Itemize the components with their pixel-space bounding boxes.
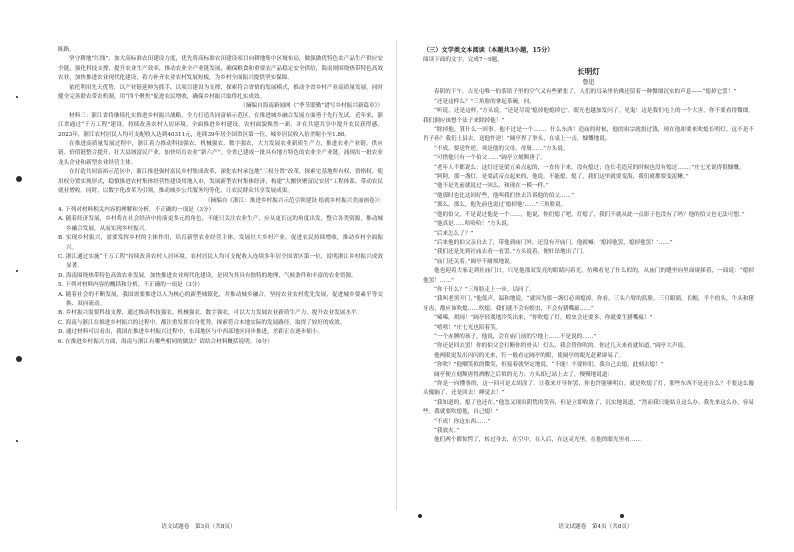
answer-option: D. 海南围绕热带特色高效农业发展，加快推进农业现代化建设，是因为其具有独特的地理、气候条件和丰富的农业资源。	[58, 272, 357, 279]
passage-paragraph: 在打造共同富裕示范区中，浙江推进强村富民乡村集成改革，深化农村承包地“三权分置”改革，探索宅基地所有权、资格权、使用权分置实现形式，稳慎推进农村集体经营性建设用地入市，发展新型农村集体经济，构建“大搬快聚富民安居”工程体系，带动农民就业增收。同时，以数字化改革为引领，推动城乡公共服务均等化，让农民群众共享发展成果。	[58, 169, 383, 195]
story-paragraph: “我知道的，熄了也还在。”他忽又现出阴鸷的笑容，但是立即收敛了，沉实地说道，“然而我只能姑且这么办。我先来这么办，容易些。我就要吹熄他，自己熄！”	[423, 399, 754, 416]
answer-option: D. 通过材料可以看出，我国在推进乡村振兴过程中，东部地区与中西部地区同步推进，差距正在逐步缩小。	[58, 329, 324, 336]
page-footer: 语文试题卷 第4页（共8页）	[558, 524, 633, 530]
story-paragraph: “不成！你这东西……”	[434, 418, 491, 425]
story-paragraph: “那么，那么，他先前也说过‘熄掉他’……”三角脸说。	[434, 202, 567, 209]
question-stem: 4. 下列对材料相关内容的理解和分析，不正确的一项是（3分）	[58, 206, 215, 213]
story-paragraph: 阔亭便立刻颓唐得酒醒之后似的无力；方头却已站上去了，慢慢地说道：	[434, 371, 614, 378]
question-stem: 6. 在推进乡村振兴方面，海南与浙江有哪些相同的做法？请结合材料概括说明。（6分）	[58, 338, 273, 345]
passage-paragraph: 依托利用先天优势，以产业链延伸为抓手、以项目建设为支撑，探索符合省情的发展模式，推动全省乡村产业高质量发展，同时健全完善联农带农机制，用“四个聚焦”促进农民增收，确保乡村振兴取得扎实成效。	[58, 84, 383, 101]
story-paragraph: “庙门还关着。”阔亭不耐烦地说。	[434, 258, 516, 265]
reading-instruction: 阅读下面的文字，完成7～9题。	[423, 57, 503, 63]
story-paragraph: “除掉他，算什么一回事。他不过是一个……。什么东西！造庙的时候，他的祖宗就捐过钱，现在他却要来吹熄长明灯。这不是不肖子孙？我们上县去，送他忤逆！”阔亭捏了拳头，在桌上一击，慷慨地说。	[423, 127, 754, 143]
story-paragraph: “后来他的伯父亲自去了，带他到庙门外，还没有开庙门，他就喊：‘熄掉他罢，熄掉他罢！’……”	[434, 239, 673, 246]
page-footer: 语文试题卷 第3页（共8页）	[161, 524, 236, 530]
story-paragraph: “后来怎么了？”	[434, 230, 474, 237]
story-paragraph: “听说，还是这样，”方头说，“还是尽说‘熄掉他熄掉它’。眼光也越加发闪了。见鬼！这是我们屯上的一个大害，你不要看得微细。我们倒应该想个法子来除掉他！”	[423, 108, 754, 124]
story-paragraph: “还是这样么？”三角脸的拿起茶碗，问。	[434, 98, 535, 105]
passage-paragraph: 陈路。	[58, 47, 75, 53]
answer-option: C. 海南与浙江在推进乡村振兴的过程中，都注重发挥自身优势，探索符合本地实际的发展路径，取得了较好的成效。	[58, 319, 346, 326]
answer-option: B. 实现乡村振兴，需要发挥乡村的主体作用，培育新型农业经营主体，发展壮大乡村产业，促进农民持续增收，推动乡村全面振兴。	[58, 235, 383, 251]
passage-paragraph: 材料三：浙江省将继续扎实推进乡村振兴战略，全力打造共同富裕示范区，在推进城乡融合发展方面勇于先行先试。近年来，浙江省通过“千万工程”建设，持续改善农村人居环境，全面推进乡村建设，农村面貌焕然一新，并在共建共享中提升农民获得感。2023年，浙江农村居民人均可支配收入达到40311元，连续39年居全国省区第一位，城乡居民收入倍差缩小至1.86。	[58, 112, 383, 138]
section-title: （三）文学类文本阅读（本题共3小题，15分）	[423, 47, 554, 54]
answer-option: B. 乡村振兴需要科技支撑，通过推动科技强农、机械强农、数字强农，可以大力发展农业新质生产力，提升农业发展水平。	[58, 310, 363, 317]
story-paragraph: “一个赤膊的孩子，他说，会在庙门前的空地上……不是说的……”	[434, 333, 597, 340]
story-paragraph: “你吹？”他嘲笑似的微笑，但接着就坚定地说，“不能！不要你们。我自己去熄，此刻去熄！”	[434, 362, 664, 369]
story-paragraph: “他不是先前就说过一回么，和现在一模一样。”	[434, 183, 549, 190]
answer-option: A. 随着社会的不断发展，我国需要推进以人为核心的新型城镇化，并推动城乡融合，坚持农业农村优先发展，促进城乡要素平等交换、双向流动。	[58, 291, 383, 307]
story-paragraph: “你干什么？”三角脸走上一步，诘问了。	[434, 286, 535, 293]
story-paragraph: 他也迎着大家走到社庙门口，只见他那双发亮的眼睛闪着光，仿佛看见了什么似的，从庙门的缝里向里面窥探着，一面说：“熄掉他罢！……”	[423, 268, 754, 284]
story-paragraph: “他真是……哈哈哈！”方头说。	[434, 221, 513, 228]
story-paragraph: “唏唏，胡闹！”阔亭轻蔑地冷笑出来，“你吹熄了灯，蝗虫会还要多，你就要生猪嘴瘟！”	[434, 315, 653, 322]
story-paragraph: “我们还是先到社庙去看一看罢。”方头说着，便轩昂地出了门。	[434, 249, 588, 256]
story-paragraph: “不成。要送忤逆，须是他的父母，母舅……”方头说。	[434, 145, 569, 152]
story-paragraph: “他那时也比这回好些，他叫我们快去告诉他的伯父……”	[434, 192, 574, 199]
story-paragraph: “老年人不都说么：这灯还是梁五弟点起的，一直传下来，没有熄过；连长毛造反的时候也没有熄过……。”庄七光说得很慷慨。	[434, 164, 745, 171]
story-paragraph: “我放火。”	[434, 428, 460, 435]
story-paragraph: 他们两个都惊愕了，转过身去，在空中，在人后，在这灵光里，在他的眼光里看……	[434, 437, 641, 444]
source-citation: （摘编自《浙江：推进乡村振兴示范引领建设 绘就乡村振兴美丽画卷》）	[205, 197, 383, 204]
left-passage	[58, 46, 383, 206]
story-paragraph: “阿阿，那一盏灯，是梁武帝点起来的，他说，不能熄，熄了，我们这里就要变海，我们就都要变泥鳅。”	[434, 174, 689, 181]
story-paragraph: 他两眼更发出闪闪的光来，钉一般看定阔亭的眼，使阔亭的眼光赶紧辟易了。	[434, 352, 625, 359]
passage-paragraph: 在推进高质量发展过程中，浙江着力推动科技强农、机械强农、数字强农，大力发展农业新质生产力，推进农业产业链、供应链、价值链整合提升，壮大县域富民产业，加快培育农业“新六产”。全省已建成一批具有地方特色的农业全产业链，涌现出一批农业龙头企业和新型农业经营主体。	[58, 141, 383, 166]
story-paragraph: 春阴的下午，吉光屯唯一的茶馆子里的空气又有些紧张了，人们的耳朵里仿佛还留着一种微细沉实的声息——“熄掉它罢！”	[434, 89, 737, 96]
right-page	[397, 0, 794, 552]
question-stem: 5. 下列对材料内容的概括和分析，不正确的一项是（3分）	[58, 282, 203, 289]
story-paragraph: “你还是回去罢！你的伯父会打断你的骨头！灯么，我会替你吹的。你过几天来看就知道。”阔亭大声说。	[434, 343, 689, 350]
story-title: 长明灯	[577, 67, 600, 77]
question-list	[58, 206, 383, 347]
story-paragraph: “你是一向懂事的，这一回可是太胡涂了。让我来开导你罢，你也许能够明白。就是吹熄了灯，那些东西不是还在么？不要这么傻头傻脑了，还是回去！睡觉去！”	[423, 381, 754, 397]
answer-option: C. 浙江通过实施“千万工程”持续改善农村人居环境，农村居民人均可支配收入连续多年居全国省区第一位，说明浙江乡村振兴成效显著。	[58, 253, 383, 270]
story-paragraph: “可惜他只有一个伯父……”阔亭立刻颓唐了。	[434, 155, 547, 162]
passage-paragraph: 坚守耕地“红线”，加大高标准农田建设力度，优先将高标准农田建设项目向耕地集中区域布局，做强做优特色农产品生产供应安全链，强化科技支撑，提升农业生产效率，推动农业全产业链发展，确保粮食和重要农产品稳定安全供给，海南则围绕热带特色高效农业，加快推进农业现代化建设，着力补齐农业农村发展短板，为乡村全面振兴提供坚实保障。	[58, 56, 383, 82]
story-paragraph: “他的伯父，不是说过他是一个……，他说，你们熄了吧，灯熄了，我们不就从此一点影子也没有了吗？他的伯父也无法可想。”	[434, 211, 745, 218]
source-citation: （摘编自海南新闻网《“季节联勤”谱写乡村振兴新篇章》）	[240, 103, 383, 110]
story-paragraph: “嘻嘻！”庄七光也陪着笑。	[434, 324, 502, 331]
story-paragraph: “我叫老黑开门，”他低声，温和地说，“就因为那一盏灯必须熄掉。你看，三头六臂的蓝脸，三只眼睛，长帽，半个的头，牛头和猪牙齿，都应该吹熄……吹熄。我们就不会有蝗虫，不会有猪嘴瘟……”	[423, 296, 754, 312]
answer-option: A. 随着经济发展，乡村将在社会经济中扮演更多元的角色，不能只关注农业生产，应从更长远的角度出发，整合各类资源，推动城乡融合发展，从而实现乡村振兴。	[58, 216, 383, 232]
story-text	[423, 88, 754, 445]
story-author: 鲁迅	[582, 79, 595, 87]
